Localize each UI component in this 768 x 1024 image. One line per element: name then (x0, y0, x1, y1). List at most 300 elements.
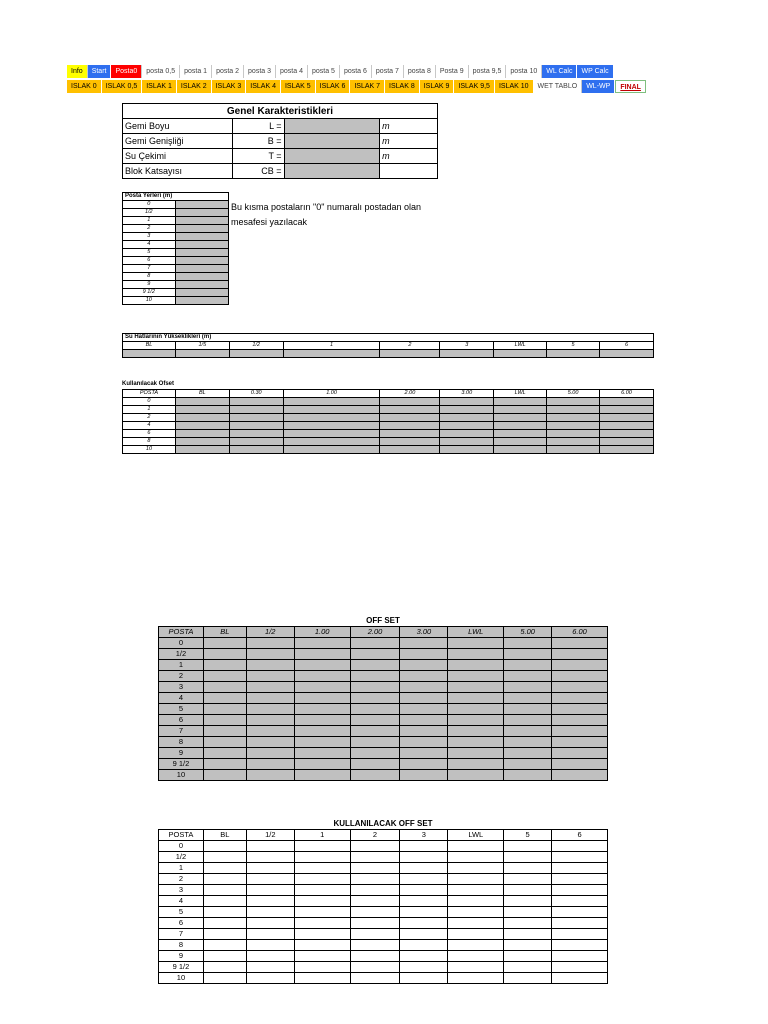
su-input-cell[interactable] (547, 350, 600, 358)
ko-cell[interactable] (600, 422, 654, 430)
koff-cell[interactable] (350, 874, 400, 885)
koff-cell[interactable] (504, 841, 552, 852)
koff-cell[interactable] (504, 863, 552, 874)
koff-cell[interactable] (448, 896, 504, 907)
koff-cell[interactable] (203, 896, 246, 907)
ko-cell[interactable] (175, 398, 229, 406)
ko-cell[interactable] (547, 438, 600, 446)
koff-cell[interactable] (552, 940, 608, 951)
sheet-tab[interactable]: ISLAK 1 (142, 80, 177, 93)
off-cell[interactable] (552, 671, 608, 682)
ko-cell[interactable] (547, 414, 600, 422)
off-cell[interactable] (448, 671, 504, 682)
off-cell[interactable] (552, 770, 608, 781)
off-cell[interactable] (246, 759, 294, 770)
ko-cell[interactable] (229, 406, 283, 414)
posta-input[interactable] (175, 289, 228, 297)
koff-cell[interactable] (400, 962, 448, 973)
su-input-cell[interactable] (494, 350, 547, 358)
off-cell[interactable] (246, 726, 294, 737)
koff-cell[interactable] (448, 874, 504, 885)
off-cell[interactable] (552, 726, 608, 737)
koff-cell[interactable] (294, 896, 350, 907)
off-cell[interactable] (350, 638, 400, 649)
koff-cell[interactable] (350, 863, 400, 874)
sheet-tab[interactable]: ISLAK 0 (67, 80, 102, 93)
off-cell[interactable] (203, 770, 246, 781)
koff-cell[interactable] (203, 863, 246, 874)
sheet-tab[interactable]: ISLAK 6 (316, 80, 351, 93)
koff-cell[interactable] (448, 940, 504, 951)
off-cell[interactable] (203, 748, 246, 759)
off-cell[interactable] (400, 682, 448, 693)
off-cell[interactable] (504, 748, 552, 759)
off-cell[interactable] (246, 704, 294, 715)
ko-cell[interactable] (283, 414, 380, 422)
koff-cell[interactable] (552, 852, 608, 863)
off-cell[interactable] (552, 715, 608, 726)
posta-input[interactable] (175, 249, 228, 257)
sheet-tab[interactable]: ISLAK 5 (281, 80, 316, 93)
off-cell[interactable] (294, 660, 350, 671)
koff-cell[interactable] (203, 918, 246, 929)
off-cell[interactable] (350, 649, 400, 660)
koff-cell[interactable] (448, 841, 504, 852)
off-cell[interactable] (350, 770, 400, 781)
koff-cell[interactable] (400, 951, 448, 962)
ko-cell[interactable] (494, 414, 547, 422)
posta-input[interactable] (175, 241, 228, 249)
koff-cell[interactable] (552, 863, 608, 874)
koff-cell[interactable] (350, 896, 400, 907)
sheet-tab[interactable]: ISLAK 2 (177, 80, 212, 93)
koff-cell[interactable] (294, 885, 350, 896)
posta-input[interactable] (175, 297, 228, 305)
koff-cell[interactable] (294, 918, 350, 929)
ko-cell[interactable] (380, 438, 440, 446)
off-cell[interactable] (400, 671, 448, 682)
posta-input[interactable] (175, 257, 228, 265)
koff-cell[interactable] (294, 852, 350, 863)
koff-cell[interactable] (400, 907, 448, 918)
koff-cell[interactable] (552, 962, 608, 973)
ko-cell[interactable] (547, 422, 600, 430)
koff-cell[interactable] (294, 863, 350, 874)
off-cell[interactable] (448, 770, 504, 781)
off-cell[interactable] (350, 693, 400, 704)
koff-cell[interactable] (400, 973, 448, 984)
ko-cell[interactable] (494, 438, 547, 446)
off-cell[interactable] (246, 660, 294, 671)
off-cell[interactable] (246, 693, 294, 704)
koff-cell[interactable] (400, 874, 448, 885)
off-cell[interactable] (552, 682, 608, 693)
off-cell[interactable] (294, 737, 350, 748)
off-cell[interactable] (294, 649, 350, 660)
koff-cell[interactable] (246, 907, 294, 918)
ko-cell[interactable] (494, 446, 547, 454)
koff-cell[interactable] (203, 852, 246, 863)
ko-cell[interactable] (600, 430, 654, 438)
ko-cell[interactable] (229, 446, 283, 454)
genel-input-t[interactable] (284, 149, 380, 164)
sheet-tab[interactable]: posta 6 (340, 65, 372, 78)
sheet-tab[interactable]: Info (67, 65, 88, 78)
su-input-cell[interactable] (600, 350, 654, 358)
sheet-tab[interactable]: WL Calc (542, 65, 577, 78)
ko-cell[interactable] (494, 406, 547, 414)
ko-cell[interactable] (283, 398, 380, 406)
off-cell[interactable] (504, 638, 552, 649)
ko-cell[interactable] (175, 422, 229, 430)
koff-cell[interactable] (350, 918, 400, 929)
koff-cell[interactable] (246, 863, 294, 874)
koff-cell[interactable] (246, 951, 294, 962)
off-cell[interactable] (294, 682, 350, 693)
koff-cell[interactable] (504, 885, 552, 896)
off-cell[interactable] (448, 726, 504, 737)
sheet-tab[interactable]: ISLAK 0,5 (102, 80, 143, 93)
sheet-tab[interactable]: ISLAK 4 (246, 80, 281, 93)
posta-input[interactable] (175, 225, 228, 233)
off-cell[interactable] (504, 715, 552, 726)
koff-cell[interactable] (504, 951, 552, 962)
off-cell[interactable] (400, 660, 448, 671)
koff-cell[interactable] (400, 852, 448, 863)
off-cell[interactable] (400, 748, 448, 759)
ko-cell[interactable] (229, 438, 283, 446)
off-cell[interactable] (448, 759, 504, 770)
ko-cell[interactable] (600, 414, 654, 422)
ko-cell[interactable] (283, 422, 380, 430)
koff-cell[interactable] (552, 929, 608, 940)
off-cell[interactable] (504, 704, 552, 715)
off-cell[interactable] (294, 671, 350, 682)
koff-cell[interactable] (504, 973, 552, 984)
sheet-tab[interactable]: posta 4 (276, 65, 308, 78)
koff-cell[interactable] (350, 907, 400, 918)
su-input-cell[interactable] (440, 350, 494, 358)
koff-cell[interactable] (294, 874, 350, 885)
off-cell[interactable] (246, 649, 294, 660)
koff-cell[interactable] (504, 918, 552, 929)
off-cell[interactable] (448, 704, 504, 715)
ko-cell[interactable] (440, 414, 494, 422)
ko-cell[interactable] (380, 398, 440, 406)
koff-cell[interactable] (350, 841, 400, 852)
off-cell[interactable] (504, 726, 552, 737)
koff-cell[interactable] (504, 852, 552, 863)
off-cell[interactable] (294, 759, 350, 770)
koff-cell[interactable] (246, 874, 294, 885)
off-cell[interactable] (400, 770, 448, 781)
off-cell[interactable] (400, 726, 448, 737)
off-cell[interactable] (504, 759, 552, 770)
ko-cell[interactable] (229, 398, 283, 406)
koff-cell[interactable] (246, 852, 294, 863)
koff-cell[interactable] (294, 973, 350, 984)
koff-cell[interactable] (246, 962, 294, 973)
ko-cell[interactable] (283, 406, 380, 414)
ko-cell[interactable] (547, 398, 600, 406)
off-cell[interactable] (504, 682, 552, 693)
su-input-cell[interactable] (229, 350, 283, 358)
genel-input-cb[interactable] (284, 164, 380, 179)
off-cell[interactable] (203, 660, 246, 671)
ko-cell[interactable] (283, 446, 380, 454)
koff-cell[interactable] (400, 896, 448, 907)
koff-cell[interactable] (552, 874, 608, 885)
ko-cell[interactable] (600, 446, 654, 454)
koff-cell[interactable] (246, 940, 294, 951)
off-cell[interactable] (246, 748, 294, 759)
posta-input[interactable] (175, 281, 228, 289)
ko-cell[interactable] (547, 406, 600, 414)
ko-cell[interactable] (229, 430, 283, 438)
koff-cell[interactable] (504, 962, 552, 973)
koff-cell[interactable] (246, 841, 294, 852)
off-cell[interactable] (552, 748, 608, 759)
koff-cell[interactable] (400, 940, 448, 951)
off-cell[interactable] (203, 638, 246, 649)
off-cell[interactable] (448, 638, 504, 649)
koff-cell[interactable] (448, 907, 504, 918)
off-cell[interactable] (448, 693, 504, 704)
koff-cell[interactable] (203, 973, 246, 984)
off-cell[interactable] (246, 682, 294, 693)
sheet-tab[interactable]: Posta0 (111, 65, 142, 78)
koff-cell[interactable] (350, 940, 400, 951)
koff-cell[interactable] (400, 918, 448, 929)
posta-input[interactable] (175, 273, 228, 281)
sheet-tab[interactable]: posta 7 (372, 65, 404, 78)
sheet-tab[interactable]: ISLAK 9 (420, 80, 455, 93)
koff-cell[interactable] (448, 929, 504, 940)
ko-cell[interactable] (283, 430, 380, 438)
off-cell[interactable] (448, 682, 504, 693)
sheet-tab[interactable]: WET TABLO (534, 80, 583, 93)
off-cell[interactable] (294, 748, 350, 759)
sheet-tab[interactable]: posta 2 (212, 65, 244, 78)
sheet-tab[interactable]: posta 3 (244, 65, 276, 78)
off-cell[interactable] (552, 704, 608, 715)
ko-cell[interactable] (440, 406, 494, 414)
koff-cell[interactable] (203, 907, 246, 918)
ko-cell[interactable] (547, 446, 600, 454)
off-cell[interactable] (350, 726, 400, 737)
off-cell[interactable] (504, 649, 552, 660)
off-cell[interactable] (504, 671, 552, 682)
ko-cell[interactable] (175, 446, 229, 454)
off-cell[interactable] (448, 737, 504, 748)
off-cell[interactable] (294, 693, 350, 704)
off-cell[interactable] (350, 748, 400, 759)
ko-cell[interactable] (380, 422, 440, 430)
ko-cell[interactable] (494, 430, 547, 438)
sheet-tab[interactable]: ISLAK 7 (350, 80, 385, 93)
off-cell[interactable] (448, 715, 504, 726)
koff-cell[interactable] (552, 973, 608, 984)
off-cell[interactable] (504, 660, 552, 671)
koff-cell[interactable] (448, 852, 504, 863)
off-cell[interactable] (294, 715, 350, 726)
ko-cell[interactable] (547, 430, 600, 438)
ko-cell[interactable] (175, 406, 229, 414)
off-cell[interactable] (400, 737, 448, 748)
sheet-tab[interactable]: FINAL (615, 80, 646, 93)
koff-cell[interactable] (448, 973, 504, 984)
koff-cell[interactable] (504, 874, 552, 885)
genel-input-b[interactable] (284, 134, 380, 149)
koff-cell[interactable] (504, 896, 552, 907)
ko-cell[interactable] (380, 430, 440, 438)
koff-cell[interactable] (203, 940, 246, 951)
posta-input[interactable] (175, 217, 228, 225)
koff-cell[interactable] (504, 929, 552, 940)
koff-cell[interactable] (448, 918, 504, 929)
off-cell[interactable] (400, 649, 448, 660)
koff-cell[interactable] (552, 918, 608, 929)
ko-cell[interactable] (440, 430, 494, 438)
off-cell[interactable] (294, 638, 350, 649)
sheet-tab[interactable]: ISLAK 10 (495, 80, 534, 93)
off-cell[interactable] (552, 638, 608, 649)
koff-cell[interactable] (448, 951, 504, 962)
koff-cell[interactable] (350, 852, 400, 863)
off-cell[interactable] (448, 660, 504, 671)
sheet-tab[interactable]: ISLAK 9,5 (454, 80, 495, 93)
off-cell[interactable] (350, 671, 400, 682)
posta-input[interactable] (175, 201, 228, 209)
off-cell[interactable] (400, 638, 448, 649)
sheet-tab[interactable]: Start (88, 65, 112, 78)
off-cell[interactable] (350, 660, 400, 671)
ko-cell[interactable] (600, 438, 654, 446)
off-cell[interactable] (203, 649, 246, 660)
off-cell[interactable] (552, 660, 608, 671)
koff-cell[interactable] (294, 940, 350, 951)
off-cell[interactable] (203, 693, 246, 704)
ko-cell[interactable] (380, 414, 440, 422)
su-input-cell[interactable] (380, 350, 440, 358)
posta-input[interactable] (175, 233, 228, 241)
off-cell[interactable] (350, 682, 400, 693)
off-cell[interactable] (203, 704, 246, 715)
off-cell[interactable] (203, 737, 246, 748)
su-input-cell[interactable] (175, 350, 229, 358)
off-cell[interactable] (552, 759, 608, 770)
off-cell[interactable] (246, 638, 294, 649)
ko-cell[interactable] (175, 438, 229, 446)
koff-cell[interactable] (552, 841, 608, 852)
ko-cell[interactable] (440, 422, 494, 430)
koff-cell[interactable] (552, 907, 608, 918)
koff-cell[interactable] (552, 896, 608, 907)
genel-input-l[interactable] (284, 119, 380, 134)
sheet-tab[interactable]: posta 9,5 (469, 65, 507, 78)
off-cell[interactable] (203, 715, 246, 726)
koff-cell[interactable] (400, 841, 448, 852)
off-cell[interactable] (448, 748, 504, 759)
off-cell[interactable] (203, 726, 246, 737)
koff-cell[interactable] (294, 907, 350, 918)
off-cell[interactable] (448, 649, 504, 660)
ko-cell[interactable] (494, 422, 547, 430)
off-cell[interactable] (400, 715, 448, 726)
off-cell[interactable] (350, 759, 400, 770)
sheet-tab[interactable]: posta 10 (506, 65, 542, 78)
koff-cell[interactable] (504, 940, 552, 951)
off-cell[interactable] (350, 737, 400, 748)
off-cell[interactable] (294, 770, 350, 781)
koff-cell[interactable] (448, 863, 504, 874)
off-cell[interactable] (246, 715, 294, 726)
ko-cell[interactable] (440, 446, 494, 454)
ko-cell[interactable] (380, 406, 440, 414)
su-input-cell[interactable] (283, 350, 380, 358)
off-cell[interactable] (504, 693, 552, 704)
sheet-tab[interactable]: WL-WP (582, 80, 615, 93)
sheet-tab[interactable]: posta 8 (404, 65, 436, 78)
koff-cell[interactable] (400, 929, 448, 940)
ko-cell[interactable] (175, 414, 229, 422)
su-input-cell[interactable] (123, 350, 176, 358)
koff-cell[interactable] (552, 951, 608, 962)
off-cell[interactable] (203, 671, 246, 682)
koff-cell[interactable] (294, 929, 350, 940)
off-cell[interactable] (350, 704, 400, 715)
ko-cell[interactable] (229, 422, 283, 430)
koff-cell[interactable] (246, 929, 294, 940)
off-cell[interactable] (203, 682, 246, 693)
off-cell[interactable] (294, 726, 350, 737)
koff-cell[interactable] (350, 973, 400, 984)
off-cell[interactable] (552, 737, 608, 748)
koff-cell[interactable] (294, 962, 350, 973)
off-cell[interactable] (552, 649, 608, 660)
koff-cell[interactable] (400, 885, 448, 896)
koff-cell[interactable] (203, 874, 246, 885)
off-cell[interactable] (400, 759, 448, 770)
koff-cell[interactable] (203, 841, 246, 852)
ko-cell[interactable] (283, 438, 380, 446)
ko-cell[interactable] (494, 398, 547, 406)
off-cell[interactable] (246, 737, 294, 748)
sheet-tab[interactable]: posta 0,5 (142, 65, 180, 78)
ko-cell[interactable] (440, 398, 494, 406)
koff-cell[interactable] (504, 907, 552, 918)
off-cell[interactable] (294, 704, 350, 715)
koff-cell[interactable] (448, 885, 504, 896)
off-cell[interactable] (246, 671, 294, 682)
sheet-tab[interactable]: WP Calc (577, 65, 613, 78)
posta-input[interactable] (175, 265, 228, 273)
ko-cell[interactable] (175, 430, 229, 438)
koff-cell[interactable] (246, 918, 294, 929)
koff-cell[interactable] (246, 973, 294, 984)
ko-cell[interactable] (440, 438, 494, 446)
koff-cell[interactable] (552, 885, 608, 896)
koff-cell[interactable] (448, 962, 504, 973)
ko-cell[interactable] (380, 446, 440, 454)
koff-cell[interactable] (350, 885, 400, 896)
ko-cell[interactable] (600, 406, 654, 414)
ko-cell[interactable] (600, 398, 654, 406)
ko-cell[interactable] (229, 414, 283, 422)
koff-cell[interactable] (294, 841, 350, 852)
off-cell[interactable] (246, 770, 294, 781)
sheet-tab[interactable]: posta 1 (180, 65, 212, 78)
